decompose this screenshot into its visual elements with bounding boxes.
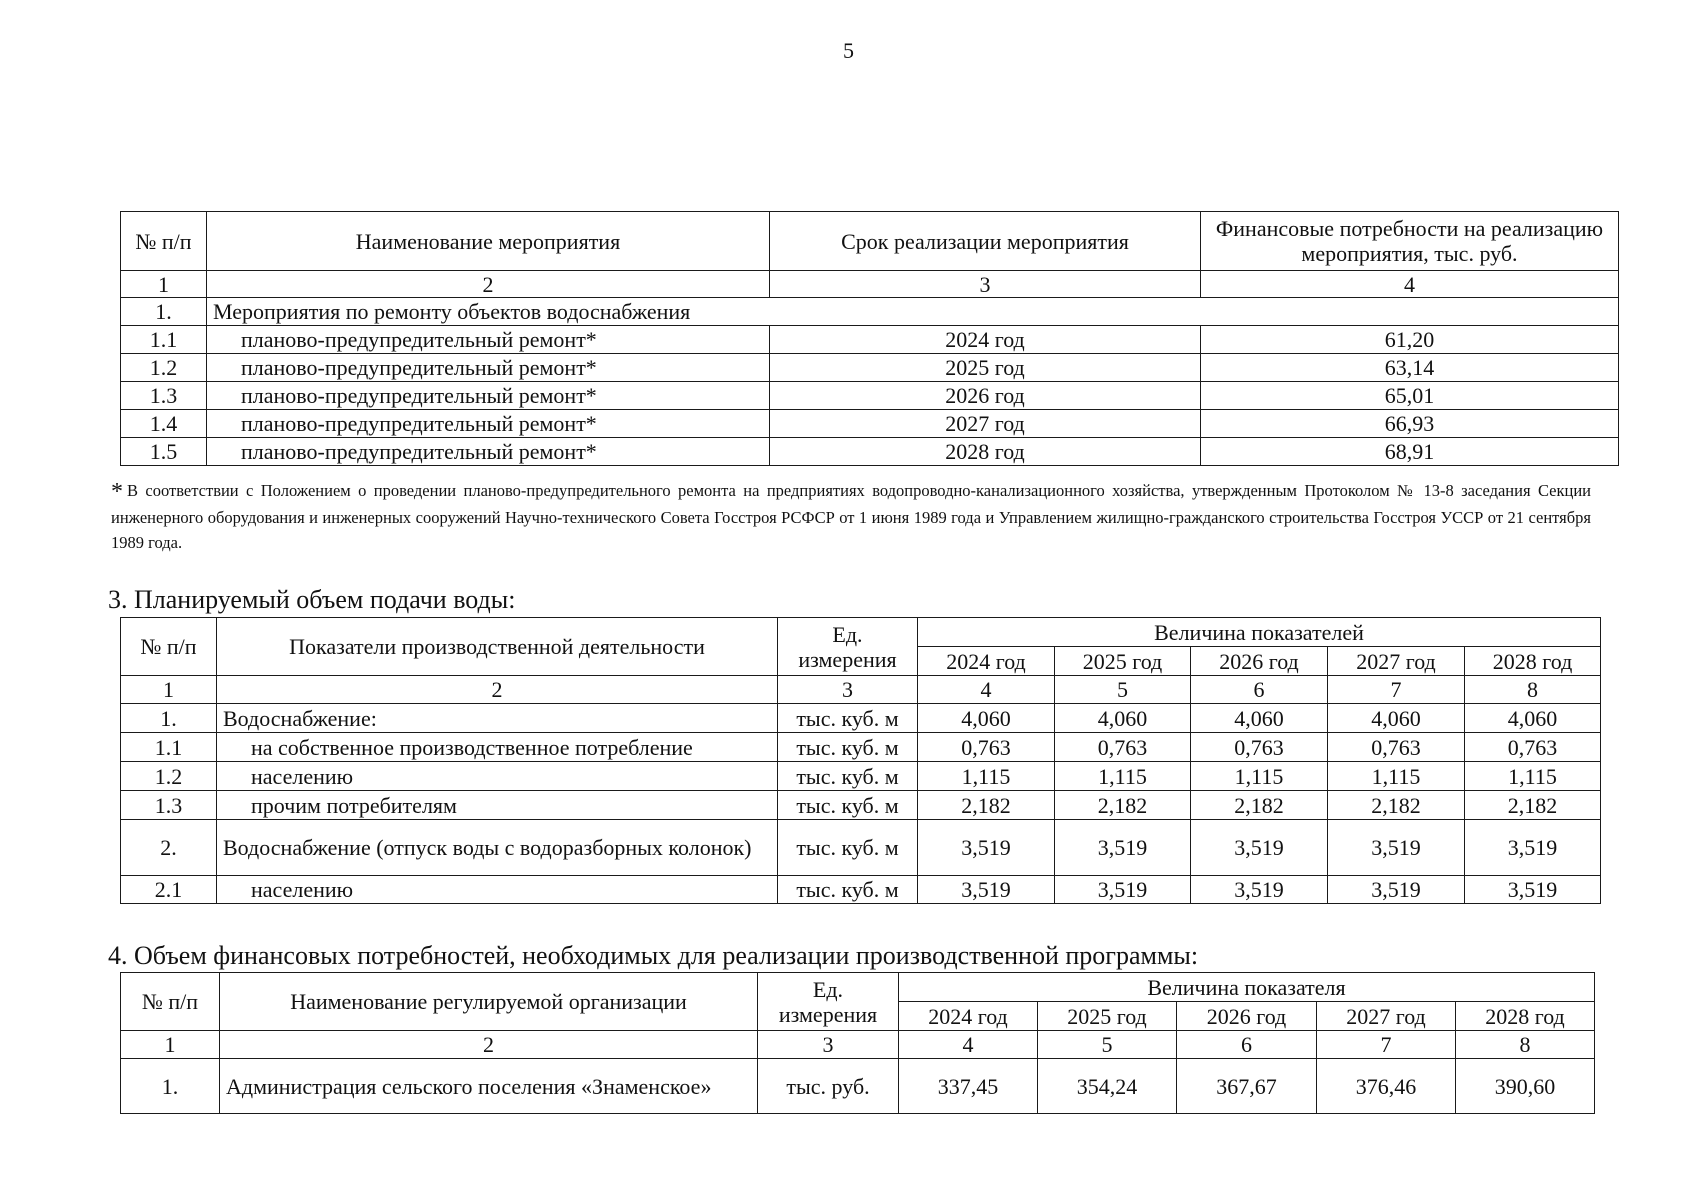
row-num: 1. [121, 704, 217, 733]
value-2024: 4,060 [918, 704, 1055, 733]
indicator-name: населению [217, 876, 778, 904]
measure-term: 2028 год [770, 438, 1201, 466]
table-row [121, 382, 1619, 410]
value-2028: 2,182 [1465, 791, 1601, 820]
table-header-row [121, 973, 1595, 1002]
value-2024: 0,763 [918, 733, 1055, 762]
column-numbers-row [121, 1031, 1595, 1059]
row-num: 1.2 [121, 354, 207, 382]
measure-name: планово-предупредительный ремонт* [207, 326, 770, 354]
value-2025: 1,115 [1055, 762, 1191, 791]
value-2027: 1,115 [1328, 762, 1465, 791]
value-2026: 1,115 [1191, 762, 1328, 791]
row-num: 1.3 [121, 382, 207, 410]
header-indicator: Показатели производственной деятельности [217, 618, 778, 676]
value-2027: 4,060 [1328, 704, 1465, 733]
header-num: № п/п [121, 973, 220, 1031]
unit: тыс. куб. м [778, 791, 918, 820]
repair-measures-table [120, 211, 1619, 466]
value-2024: 3,519 [918, 820, 1055, 876]
row-num: 2. [121, 820, 217, 876]
value-2027: 3,519 [1328, 820, 1465, 876]
header-unit: Ед. измерения [758, 973, 899, 1031]
value-2027: 0,763 [1328, 733, 1465, 762]
col-number: 8 [1465, 676, 1601, 704]
column-numbers-row [121, 676, 1601, 704]
measure-amount: 63,14 [1201, 354, 1619, 382]
col-number: 5 [1055, 676, 1191, 704]
measure-term: 2027 год [770, 410, 1201, 438]
row-num: 1.1 [121, 326, 207, 354]
unit: тыс. куб. м [778, 733, 918, 762]
header-org: Наименование регулируемой организации [220, 973, 758, 1031]
indicator-name: населению [217, 762, 778, 791]
header-values-group: Величина показателя [899, 973, 1595, 1002]
table-row [121, 876, 1601, 904]
table-row [121, 733, 1601, 762]
footnote-text: В соответствии с Положением о проведении планово-предупредительного ремонта на предприятиях водопроводно-канализационного хозяйства, утвержденным Протоколом № 13-8 заседания Секции инженерного оборудования и инженерных сооружений Научно-технического Совета Госстроя РСФСР от 1 июня 1989 года и Управлением жилищно-гражданского строительства Госстроя УССР от 21 сентября 1989 года. [111, 481, 1591, 552]
col-number: 6 [1191, 676, 1328, 704]
col-number: 4 [918, 676, 1055, 704]
footnote-star: * [111, 479, 123, 505]
header-year: 2024 год [899, 1002, 1038, 1031]
header-unit: Ед. измерения [778, 618, 918, 676]
measure-amount: 61,20 [1201, 326, 1619, 354]
measure-amount: 66,93 [1201, 410, 1619, 438]
value-2026: 3,519 [1191, 820, 1328, 876]
col-number: 1 [121, 1031, 220, 1059]
row-num: 1.5 [121, 438, 207, 466]
header-term: Срок реализации мероприятия [770, 212, 1201, 271]
value-2026: 4,060 [1191, 704, 1328, 733]
row-num: 1.1 [121, 733, 217, 762]
footnote [111, 478, 1591, 555]
measure-name: планово-предупредительный ремонт* [207, 438, 770, 466]
table-row [121, 1059, 1595, 1114]
col-number: 2 [207, 271, 770, 298]
row-num: 1.2 [121, 762, 217, 791]
col-number: 3 [778, 676, 918, 704]
section-3-title: 3. Планируемый объем подачи воды: [108, 585, 516, 614]
table-row [121, 762, 1601, 791]
row-num: 1. [121, 1059, 220, 1114]
value-2025: 2,182 [1055, 791, 1191, 820]
table-row [121, 410, 1619, 438]
indicator-name: прочим потребителям [217, 791, 778, 820]
column-numbers-row [121, 271, 1619, 298]
header-year: 2028 год [1456, 1002, 1595, 1031]
organization-name: Администрация сельского поселения «Знаменское» [220, 1059, 758, 1114]
col-number: 4 [899, 1031, 1038, 1059]
group-row [121, 298, 1619, 326]
page-number: 5 [843, 38, 854, 63]
header-year: 2024 год [918, 647, 1055, 676]
value-2024: 2,182 [918, 791, 1055, 820]
col-number: 3 [758, 1031, 899, 1059]
section-4-title: 4. Объем финансовых потребностей, необходимых для реализации производственной программы: [108, 941, 1199, 970]
col-number: 7 [1317, 1031, 1456, 1059]
measure-amount: 65,01 [1201, 382, 1619, 410]
value-2025: 4,060 [1055, 704, 1191, 733]
header-year: 2025 год [1038, 1002, 1177, 1031]
col-number: 6 [1177, 1031, 1317, 1059]
header-num: № п/п [121, 618, 217, 676]
value-2027: 3,519 [1328, 876, 1465, 904]
header-year: 2026 год [1191, 647, 1328, 676]
table-row [121, 791, 1601, 820]
value-2028: 1,115 [1465, 762, 1601, 791]
header-financial-needs: Финансовые потребности на реализацию мероприятия, тыс. руб. [1201, 212, 1619, 271]
financial-needs-table [120, 972, 1595, 1114]
table-row [121, 704, 1601, 733]
unit: тыс. куб. м [778, 876, 918, 904]
value-2028: 0,763 [1465, 733, 1601, 762]
table-header-row [121, 212, 1619, 271]
col-number: 2 [217, 676, 778, 704]
col-number: 3 [770, 271, 1201, 298]
measure-name: планово-предупредительный ремонт* [207, 410, 770, 438]
header-num: № п/п [121, 212, 207, 271]
row-num: 1.3 [121, 791, 217, 820]
value-2026: 2,182 [1191, 791, 1328, 820]
unit: тыс. куб. м [778, 762, 918, 791]
value-2026: 367,67 [1177, 1059, 1317, 1114]
header-year: 2027 год [1317, 1002, 1456, 1031]
value-2025: 3,519 [1055, 820, 1191, 876]
row-num: 1. [121, 298, 207, 326]
col-number: 1 [121, 676, 217, 704]
col-number: 2 [220, 1031, 758, 1059]
measure-name: планово-предупредительный ремонт* [207, 354, 770, 382]
value-2028: 3,519 [1465, 820, 1601, 876]
indicator-name: Водоснабжение: [217, 704, 778, 733]
table-row [121, 820, 1601, 876]
measure-term: 2024 год [770, 326, 1201, 354]
header-values-group: Величина показателей [918, 618, 1601, 647]
table-header-row [121, 618, 1601, 647]
unit: тыс. куб. м [778, 704, 918, 733]
measure-amount: 68,91 [1201, 438, 1619, 466]
water-supply-volume-table [120, 617, 1601, 904]
measure-name: планово-предупредительный ремонт* [207, 382, 770, 410]
value-2026: 0,763 [1191, 733, 1328, 762]
header-measure-name: Наименование мероприятия [207, 212, 770, 271]
table-row [121, 326, 1619, 354]
value-2028: 4,060 [1465, 704, 1601, 733]
table-row [121, 354, 1619, 382]
value-2027: 2,182 [1328, 791, 1465, 820]
table-row [121, 438, 1619, 466]
group-title: Мероприятия по ремонту объектов водоснабжения [207, 298, 1619, 326]
col-number: 5 [1038, 1031, 1177, 1059]
col-number: 4 [1201, 271, 1619, 298]
value-2027: 376,46 [1317, 1059, 1456, 1114]
value-2024: 3,519 [918, 876, 1055, 904]
col-number: 8 [1456, 1031, 1595, 1059]
unit: тыс. руб. [758, 1059, 899, 1114]
indicator-name: на собственное производственное потребление [217, 733, 778, 762]
measure-term: 2026 год [770, 382, 1201, 410]
header-year: 2028 год [1465, 647, 1601, 676]
value-2026: 3,519 [1191, 876, 1328, 904]
value-2024: 337,45 [899, 1059, 1038, 1114]
header-year: 2026 год [1177, 1002, 1317, 1031]
header-year: 2025 год [1055, 647, 1191, 676]
row-num: 1.4 [121, 410, 207, 438]
measure-term: 2025 год [770, 354, 1201, 382]
unit: тыс. куб. м [778, 820, 918, 876]
col-number: 7 [1328, 676, 1465, 704]
value-2025: 354,24 [1038, 1059, 1177, 1114]
value-2028: 3,519 [1465, 876, 1601, 904]
value-2025: 0,763 [1055, 733, 1191, 762]
value-2025: 3,519 [1055, 876, 1191, 904]
row-num: 2.1 [121, 876, 217, 904]
indicator-name: Водоснабжение (отпуск воды с водоразборных колонок) [217, 820, 778, 876]
col-number: 1 [121, 271, 207, 298]
value-2024: 1,115 [918, 762, 1055, 791]
value-2028: 390,60 [1456, 1059, 1595, 1114]
header-year: 2027 год [1328, 647, 1465, 676]
